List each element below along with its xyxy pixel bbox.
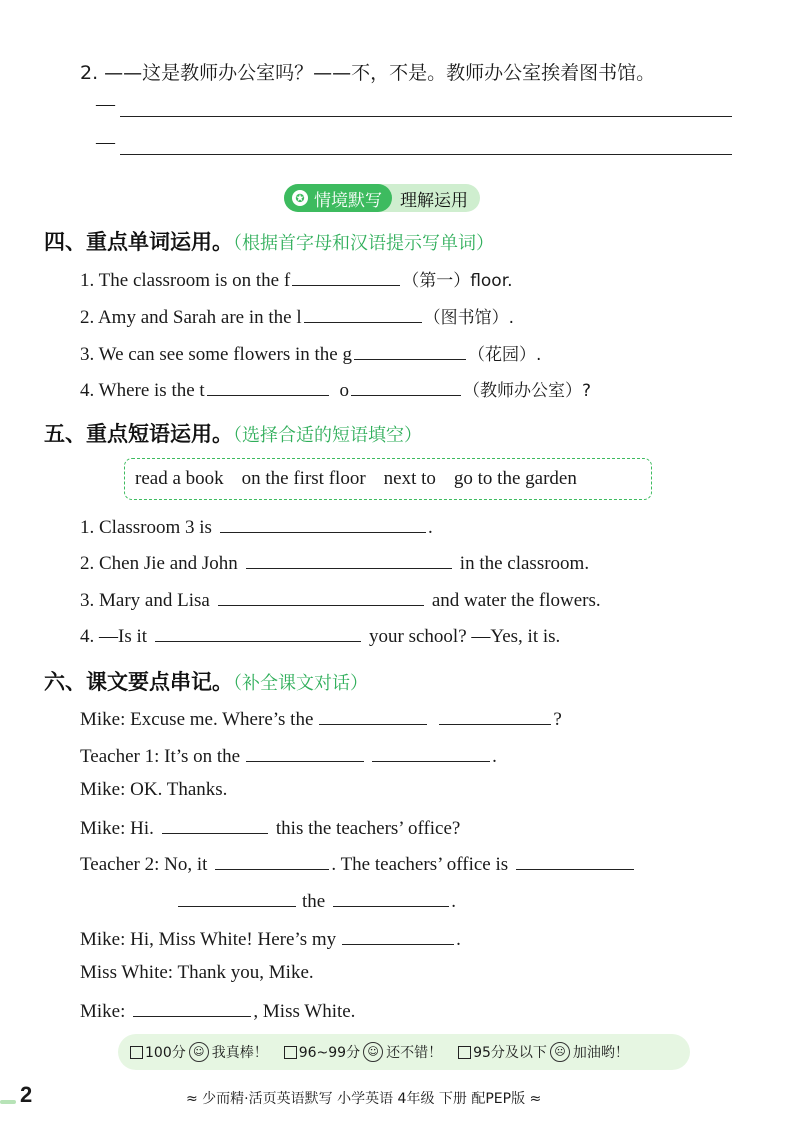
score-option-95[interactable]: 95分及以下 ☹ 加油哟！ xyxy=(458,1042,629,1062)
s5-question-1: 1. Classroom 3 is . xyxy=(80,514,433,539)
question-2-text: 2. ——这是教师办公室吗？——不，不是。教师办公室挨着图书馆。 xyxy=(80,62,656,84)
phrase-option: read a book xyxy=(135,468,224,489)
dialogue-line-6: the . xyxy=(176,888,456,913)
answer-blank[interactable] xyxy=(333,888,449,907)
dash: — xyxy=(96,132,115,153)
dialogue-line-3: Mike: OK. Thanks. xyxy=(80,779,228,800)
answer-blank[interactable] xyxy=(133,998,251,1017)
checkbox[interactable] xyxy=(284,1046,297,1059)
answer-blank[interactable] xyxy=(207,377,329,396)
answer-blank[interactable] xyxy=(372,743,490,762)
score-option-96[interactable]: 96~99分 ☺ 还不错！ xyxy=(284,1042,442,1062)
answer-blank[interactable] xyxy=(439,706,551,725)
section-5-title: 五、重点短语运用。 xyxy=(44,422,233,446)
dialogue-line-9: Mike: , Miss White. xyxy=(80,998,355,1023)
page-number: 2 xyxy=(20,1082,33,1107)
dialogue-line-2: Teacher 1: It’s on the . xyxy=(80,743,497,768)
section-6-heading xyxy=(44,666,368,696)
phrase-option: next to xyxy=(383,468,436,489)
section-4-hint: （根据首字母和汉语提示写单词） xyxy=(233,233,494,254)
section-5-heading xyxy=(44,418,422,448)
checkbox[interactable] xyxy=(458,1046,471,1059)
section-4-heading xyxy=(44,226,494,256)
cheer-face-icon: ☹ xyxy=(550,1042,570,1062)
section-6-hint: （补全课文对话） xyxy=(233,673,368,694)
score-option-100[interactable]: 100分 ☺ 我真棒！ xyxy=(130,1042,268,1062)
dialogue-line-8: Miss White: Thank you, Mike. xyxy=(80,962,314,983)
s4-question-3: 3. We can see some flowers in the g （花园）. xyxy=(80,340,541,366)
smile-face-icon: ☺ xyxy=(363,1042,383,1062)
section-6-title: 六、课文要点串记。 xyxy=(44,670,233,694)
section-banner xyxy=(284,184,480,212)
dialogue-line-4: Mike: Hi. this the teachers’ office? xyxy=(80,815,460,840)
s4-question-2: 2. Amy and Sarah are in the l （图书馆）. xyxy=(80,303,514,329)
answer-blank[interactable] xyxy=(342,926,454,945)
answer-blank[interactable] xyxy=(351,377,461,396)
answer-line[interactable] xyxy=(120,116,732,117)
banner-right-label: 理解运用 xyxy=(400,190,468,211)
book-footer: ≈ 少而精·活页英语默写 小学英语 4年级 下册 配PEP版 ≈ xyxy=(186,1091,542,1107)
answer-blank[interactable] xyxy=(155,623,361,642)
s5-question-4: 4. —Is it your school? —Yes, it is. xyxy=(80,623,560,648)
section-5-hint: （选择合适的短语填空） xyxy=(233,425,422,446)
answer-blank[interactable] xyxy=(220,514,426,533)
s5-question-2: 2. Chen Jie and John in the classroom. xyxy=(80,550,589,575)
s5-question-3: 3. Mary and Lisa and water the flowers. xyxy=(80,587,601,612)
phrase-option: go to the garden xyxy=(453,468,577,489)
phrase-option: on the first floor xyxy=(241,468,366,489)
answer-blank[interactable] xyxy=(246,550,452,569)
answer-blank[interactable] xyxy=(304,304,422,323)
page-decoration xyxy=(0,1100,16,1104)
answer-blank[interactable] xyxy=(162,815,268,834)
thumbs-up-face-icon: ☺ xyxy=(189,1042,209,1062)
answer-blank[interactable] xyxy=(319,706,427,725)
dash: — xyxy=(96,94,115,115)
answer-blank[interactable] xyxy=(178,888,296,907)
checkbox[interactable] xyxy=(130,1046,143,1059)
dialogue-line-7: Mike: Hi, Miss White! Here’s my . xyxy=(80,926,461,951)
banner-left-label: 情境默写 xyxy=(314,190,382,211)
dialogue-line-1: Mike: Excuse me. Where’s the ? xyxy=(80,706,562,731)
score-bar xyxy=(118,1034,690,1070)
s4-question-1: 1. The classroom is on the f （第一）floor. xyxy=(80,266,513,292)
medal-icon: ✪ xyxy=(292,190,308,206)
answer-blank[interactable] xyxy=(246,743,364,762)
answer-line[interactable] xyxy=(120,154,732,155)
answer-blank[interactable] xyxy=(218,587,424,606)
section-4-title: 四、重点单词运用。 xyxy=(44,230,233,254)
answer-blank[interactable] xyxy=(215,851,329,870)
answer-blank[interactable] xyxy=(354,341,466,360)
s4-question-4: 4. Where is the t o （教师办公室）? xyxy=(80,376,591,402)
answer-blank[interactable] xyxy=(516,851,634,870)
answer-blank[interactable] xyxy=(292,267,400,286)
phrase-box xyxy=(124,458,652,500)
dialogue-line-5: Teacher 2: No, it . The teachers’ office is xyxy=(80,851,636,876)
